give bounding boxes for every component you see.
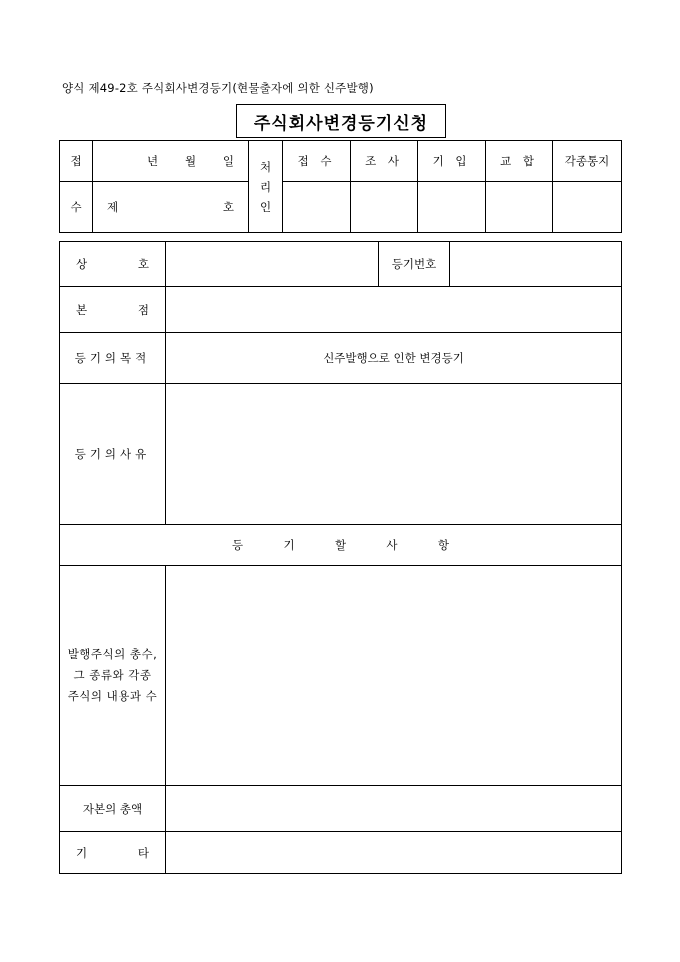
registration-number-label: 등기번호	[379, 242, 450, 287]
receipt-number-cell[interactable]	[93, 182, 249, 233]
company-name-label	[60, 242, 166, 287]
registration-items-header	[60, 525, 622, 566]
head-office-label-part2: 점	[137, 302, 149, 317]
process-label-mid: 리	[259, 179, 272, 194]
process-officer-label	[249, 141, 283, 233]
items-header-part1: 등	[232, 538, 244, 552]
col-header-review: 조 사	[351, 141, 418, 182]
shares-label-line2: 그 종류와 각종	[73, 668, 152, 682]
year-label: 년	[147, 154, 159, 168]
form-identifier: 양식 제49-2호 주식회사변경등기(현물출자에 의한 신주발행)	[62, 81, 374, 95]
number-prefix-label: 제	[107, 200, 119, 214]
col-header-receipt: 접 수	[283, 141, 351, 182]
col-header-notices: 각종통지	[553, 141, 622, 182]
notices-stamp-cell[interactable]	[553, 182, 622, 233]
process-label-top: 처	[259, 159, 272, 174]
items-header-part5: 항	[437, 538, 449, 552]
review-stamp-cell[interactable]	[351, 182, 418, 233]
form-title	[236, 104, 446, 138]
receipt-table	[59, 140, 622, 233]
shares-label-line1: 발행주식의 총수,	[67, 647, 158, 661]
registration-table	[59, 241, 622, 874]
registration-number-field[interactable]	[450, 242, 622, 287]
items-header-part2: 기	[283, 538, 295, 552]
company-label-part2: 호	[137, 257, 149, 271]
receipt-label-top: 접	[60, 141, 93, 182]
other-label	[60, 832, 166, 874]
total-capital-label: 자본의 총액	[60, 786, 166, 832]
day-label: 일	[222, 154, 234, 168]
col-header-verify: 교 합	[486, 141, 553, 182]
other-field[interactable]	[166, 832, 622, 874]
company-name-field[interactable]	[166, 242, 379, 287]
total-capital-field[interactable]	[166, 786, 622, 832]
registration-reason-label: 등기의사유	[60, 384, 166, 525]
form-title-text: 주식회사변경등기신청	[253, 113, 429, 134]
head-office-label-part1: 본	[76, 302, 88, 317]
receipt-stamp-cell[interactable]	[283, 182, 351, 233]
verify-stamp-cell[interactable]	[486, 182, 553, 233]
registration-purpose-value: 신주발행으로 인한 변경등기	[166, 333, 622, 384]
head-office-field[interactable]	[166, 287, 622, 333]
month-label: 월	[184, 154, 197, 168]
other-label-part1: 기	[76, 845, 88, 860]
issued-shares-label	[60, 566, 166, 786]
issued-shares-field[interactable]	[166, 566, 622, 786]
process-label-bot: 인	[259, 199, 272, 214]
entry-stamp-cell[interactable]	[418, 182, 486, 233]
receipt-date-cell[interactable]	[93, 141, 249, 182]
items-header-part4: 사	[386, 538, 398, 552]
number-suffix-label: 호	[222, 200, 234, 214]
company-label-part1: 상	[76, 257, 88, 271]
registration-reason-field[interactable]	[166, 384, 622, 525]
items-header-part3: 할	[334, 538, 347, 552]
receipt-label-bottom: 수	[60, 182, 93, 233]
col-header-entry: 기 입	[418, 141, 486, 182]
other-label-part2: 타	[137, 845, 149, 860]
head-office-label	[60, 287, 166, 333]
shares-label-line3: 주식의 내용과 수	[67, 689, 158, 703]
registration-purpose-label: 등기의목적	[60, 333, 166, 384]
